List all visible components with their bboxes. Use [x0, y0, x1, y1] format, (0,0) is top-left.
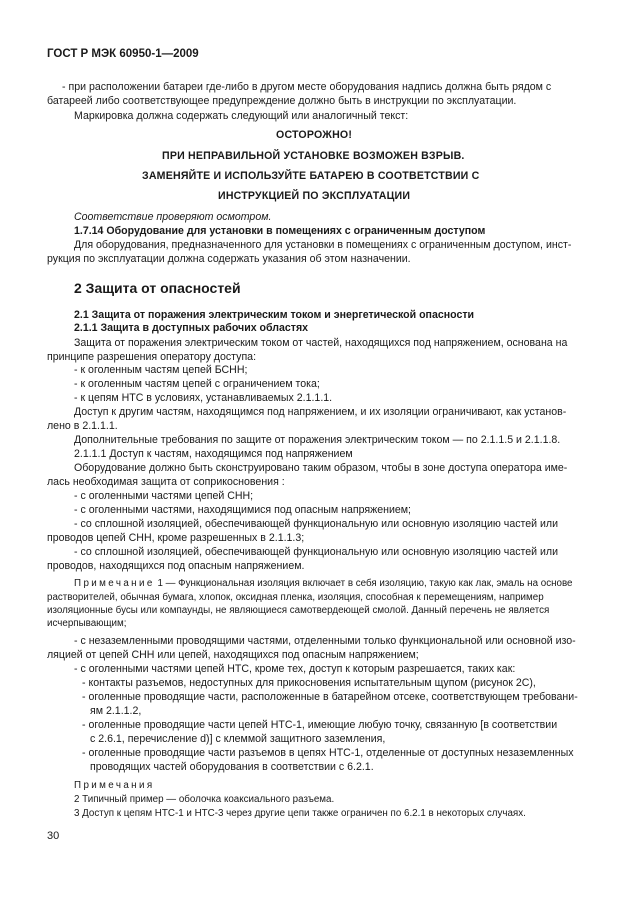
document-header: ГОСТ Р МЭК 60950-1—2009 — [47, 48, 199, 60]
list-item: - с оголенными частями цепей СНН; — [74, 490, 254, 502]
chapter-heading: 2 Защита от опасностей — [74, 280, 241, 296]
page-number: 30 — [47, 830, 60, 842]
section-heading: 2.1 Защита от поражения электрическим током и энергетической опасности — [74, 309, 475, 321]
list-item: - к оголенным частям цепей с ограничением тока; — [74, 378, 320, 390]
text-line: лась необходимая защита от соприкосновения : — [47, 476, 285, 488]
text-line: проводов цепей СНН, кроме разрешенных в 2.1.1.3; — [47, 532, 305, 544]
text-line: Оборудование должно быть сконструировано таким образом, чтобы в зоне доступа оператора име- — [74, 462, 568, 474]
text-line: Для оборудования, предназначенного для установки в помещениях с ограниченным доступом, инст- — [74, 239, 572, 251]
sub-list-item: - контакты разъемов, недоступных для прикосновения испытательным щупом (рисунок 2С), — [82, 677, 536, 689]
text-line: лено в 2.1.1.1. — [47, 420, 118, 432]
warning-line: ОСТОРОЖНО! — [276, 129, 353, 141]
text-line: проводящих частей оборудования в соответствии с 6.2.1. — [90, 761, 374, 773]
list-item: - со сплошной изоляцией, обеспечивающей функциональную или основную изоляцию частей или — [74, 546, 559, 558]
note-label: Примечание — [74, 578, 155, 589]
note-line: исчерпывающим; — [47, 618, 127, 629]
list-item: - с оголенными частями цепей НТС, кроме тех, доступ к которым разрешается, таких как: — [74, 663, 516, 675]
list-item: - со сплошной изоляцией, обеспечивающей функциональную или основную изоляцию частей или — [74, 518, 559, 530]
warning-line: ЗАМЕНЯЙТЕ И ИСПОЛЬЗУЙТЕ БАТАРЕЮ В СООТВЕТСТВИИ С — [142, 170, 480, 182]
sub-list-item: - оголенные проводящие части цепей НТС-1, имеющие любую точку, связанную [в соответствии — [82, 719, 558, 731]
note-line: 3 Доступ к цепям НТС-1 и НТС-3 через другие цепи также ограничен по 6.2.1 в некоторых случаях. — [74, 808, 526, 819]
text-line: с 2.6.1, перечисление d)] с клеммой защитного заземления, — [90, 733, 386, 745]
note-1 — [74, 577, 573, 590]
sub-list-item: - оголенные проводящие части, расположенные в батарейном отсеке, соответствующем требовани- — [82, 691, 578, 703]
text-line: Маркировка должна содержать следующий или аналогичный текст: — [74, 110, 409, 122]
note-text: 1 — Функциональная изоляция включает в себя изоляцию, такую как лак, эмаль на основе — [157, 578, 573, 589]
text-line: Соответствие проверяют осмотром. — [74, 211, 272, 223]
warning-line: ИНСТРУКЦИЕЙ ПО ЭКСПЛУАТАЦИИ — [218, 190, 411, 202]
list-item: - к оголенным частям цепей БСНН; — [74, 364, 248, 376]
notes-label: Примечания — [74, 780, 155, 791]
text-line: - при расположении батареи где-либо в другом месте оборудования надпись должна быть рядом с — [62, 81, 552, 93]
text-line: Защита от поражения электрическим током от частей, находящихся под напряжением, основана на — [74, 337, 568, 349]
text-line: ям 2.1.1.2, — [90, 705, 142, 717]
warning-line: ПРИ НЕПРАВИЛЬНОЙ УСТАНОВКЕ ВОЗМОЖЕН ВЗРЫВ. — [162, 150, 465, 162]
sub-list-item: - оголенные проводящие части разъемов в цепях НТС-1, отделенные от доступных незаземленных — [82, 747, 574, 759]
subsection-heading: 2.1.1.1 Доступ к частям, находящимся под напряжением — [74, 448, 353, 460]
text-line: батареей либо соответствующее предупреждение должно быть в инструкции по эксплуатации. — [47, 95, 517, 107]
note-line: 2 Типичный пример — оболочка коаксиального разъема. — [74, 794, 335, 805]
note-line: растворителей, обычная бумага, хлопок, оксидная пленка, изоляция, способная к перемещениям, например — [47, 592, 544, 603]
text-line: Доступ к другим частям, находящимся под напряжением, и их изоляции ограничивают, как установ- — [74, 406, 567, 418]
list-item: - с незаземленными проводящими частями, отделенными только функциональной или основной изо- — [74, 635, 576, 647]
text-line: принципе разрешения оператору доступа: — [47, 351, 257, 363]
section-heading: 2.1.1 Защита в доступных рабочих областях — [74, 322, 309, 334]
note-line: изоляционные бусы или компаунды, не являющиеся самотвердеющей смолой. Данный перечень не является — [47, 605, 550, 616]
list-item: - к цепям НТС в условиях, устанавливаемых 2.1.1.1. — [74, 392, 333, 404]
text-line: рукция по эксплуатации должна содержать указания об этом назначении. — [47, 253, 411, 265]
text-line: Дополнительные требования по защите от поражения электрическим током — по 2.1.1.5 и 2.1.1.8. — [74, 434, 561, 446]
text-line: ляцией от цепей СНН или цепей, находящихся под опасным напряжением; — [47, 649, 419, 661]
section-heading: 1.7.14 Оборудование для установки в помещениях с ограниченным доступом — [74, 225, 486, 237]
text-line: проводов, находящихся под опасным напряжением. — [47, 560, 305, 572]
list-item: - с оголенными частями, находящимися под опасным напряжением; — [74, 504, 411, 516]
